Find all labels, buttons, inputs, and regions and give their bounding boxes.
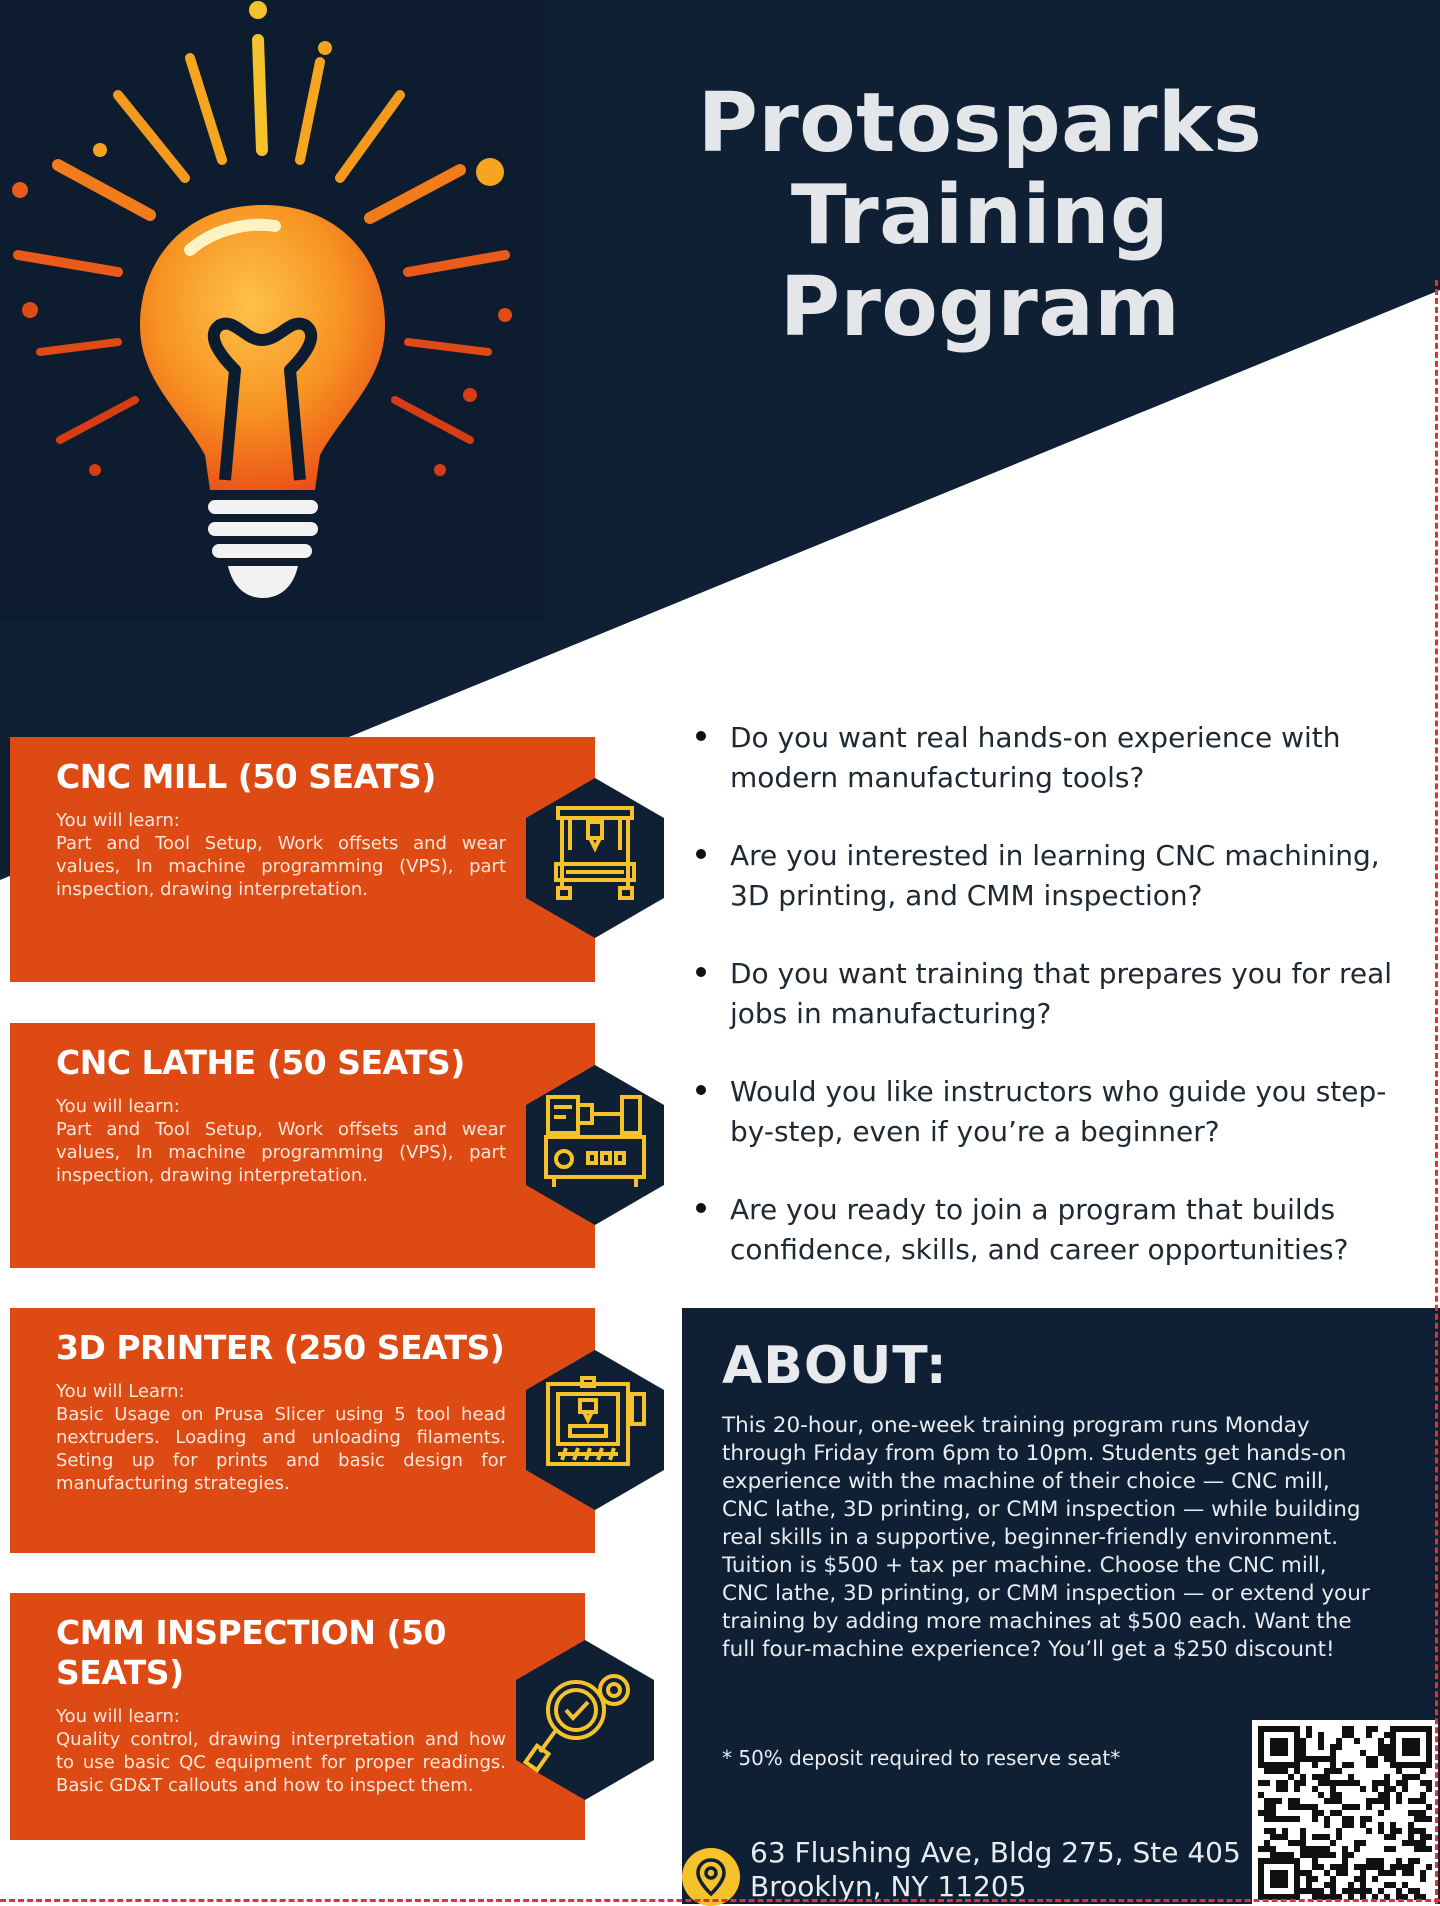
cut-line-bottom (0, 1899, 1440, 1902)
bullet-dot (696, 1203, 706, 1213)
course-body: Quality control, drawing interpretation and how to use basic QC equipment for proper readings. Basic GD&T callouts and how to inspect them. (56, 1729, 506, 1796)
title-line-2: Training (790, 168, 1170, 263)
course-card-cnc-mill (10, 737, 595, 982)
address-line-2: Brooklyn, NY 11205 (750, 1870, 1027, 1903)
list-item-text: Are you ready to join a program that builds confidence, skills, and career opportunities? (730, 1193, 1349, 1266)
course-description (56, 1095, 506, 1187)
list-item-text: Do you want real hands-on experience with modern manufacturing tools? (730, 721, 1341, 794)
title-line-3: Program (779, 260, 1181, 355)
course-title: CNC LATHE (50 SEATS) (56, 1043, 465, 1082)
bullet-dot (696, 849, 706, 859)
list-item (690, 1072, 1420, 1152)
course-body: Basic Usage on Prusa Slicer using 5 tool head nextruders. Loading and unloading filaments. Seting up for prints and basic design for manufacturing strategies. (56, 1404, 506, 1494)
deposit-note: * 50% deposit required to reserve seat* (722, 1746, 1121, 1770)
list-item (690, 1190, 1420, 1270)
course-title: CMM INSPECTION (50 SEATS) (56, 1613, 446, 1692)
list-item (690, 718, 1420, 798)
inspection-magnifier-icon (516, 1640, 654, 1800)
list-item-text: Would you like instructors who guide you step-by-step, even if you’re a beginner? (730, 1075, 1387, 1148)
course-intro: You will learn: (56, 1706, 180, 1727)
page-title (640, 78, 1320, 354)
title-line-1: Protosparks (697, 76, 1263, 171)
address (750, 1836, 1241, 1904)
about-section (682, 1308, 1440, 1904)
course-body: Part and Tool Setup, Work offsets and wear values, In machine programming (VPS), part inspection, drawing interpretation. (56, 1119, 506, 1186)
cnc-mill-icon (526, 778, 664, 938)
course-title: CNC MILL (50 SEATS) (56, 757, 436, 796)
course-description (56, 809, 506, 901)
about-body (722, 1412, 1372, 1664)
question-list (690, 718, 1420, 1308)
list-item-text: Do you want training that prepares you for real jobs in manufacturing? (730, 957, 1393, 1030)
qr-code-icon[interactable] (1252, 1720, 1438, 1904)
list-item (690, 836, 1420, 916)
bulb-base (208, 500, 318, 598)
bullet-dot (696, 1085, 706, 1095)
3d-printer-icon (526, 1350, 664, 1510)
address-line-1: 63 Flushing Ave, Bldg 275, Ste 405 (750, 1836, 1241, 1869)
course-title: 3D PRINTER (250 SEATS) (56, 1328, 505, 1367)
course-description (56, 1705, 506, 1797)
list-item (690, 954, 1420, 1034)
course-intro: You will Learn: (56, 1381, 185, 1402)
course-body: Part and Tool Setup, Work offsets and wear values, In machine programming (VPS), part inspection, drawing interpretation. (56, 833, 506, 900)
list-item-text: Are you interested in learning CNC machining, 3D printing, and CMM inspection? (730, 839, 1380, 912)
bullet-dot (696, 967, 706, 977)
course-intro: You will learn: (56, 1096, 180, 1117)
about-paragraph-2: Tuition is $500 + tax per machine. Choose the CNC mill, CNC lathe, 3D printing, or CMM inspection — or extend your training by adding more machines at $500 each. Want the full four-machine experience? You’ll get a $250 discount! (722, 1553, 1370, 1662)
course-card-3d-printer (10, 1308, 595, 1553)
bulb-glass (140, 205, 385, 490)
cut-line-right (1435, 280, 1438, 1904)
location-pin-icon (682, 1848, 740, 1906)
course-description (56, 1380, 506, 1495)
cnc-lathe-icon (526, 1065, 664, 1225)
course-card-cnc-lathe (10, 1023, 595, 1268)
light-bulb-icon (0, 0, 545, 620)
about-heading: ABOUT: (722, 1336, 948, 1396)
course-card-cmm-inspection (10, 1593, 585, 1840)
about-paragraph-1: This 20-hour, one-week training program runs Monday through Friday from 6pm to 10pm. Students get hands-on experience with the machine of their choice — CNC mill, CNC lathe, 3D printing, or CMM inspection — while building real skills in a supportive, beginner-friendly environment. (722, 1413, 1361, 1550)
course-intro: You will learn: (56, 810, 180, 831)
bullet-dot (696, 731, 706, 741)
